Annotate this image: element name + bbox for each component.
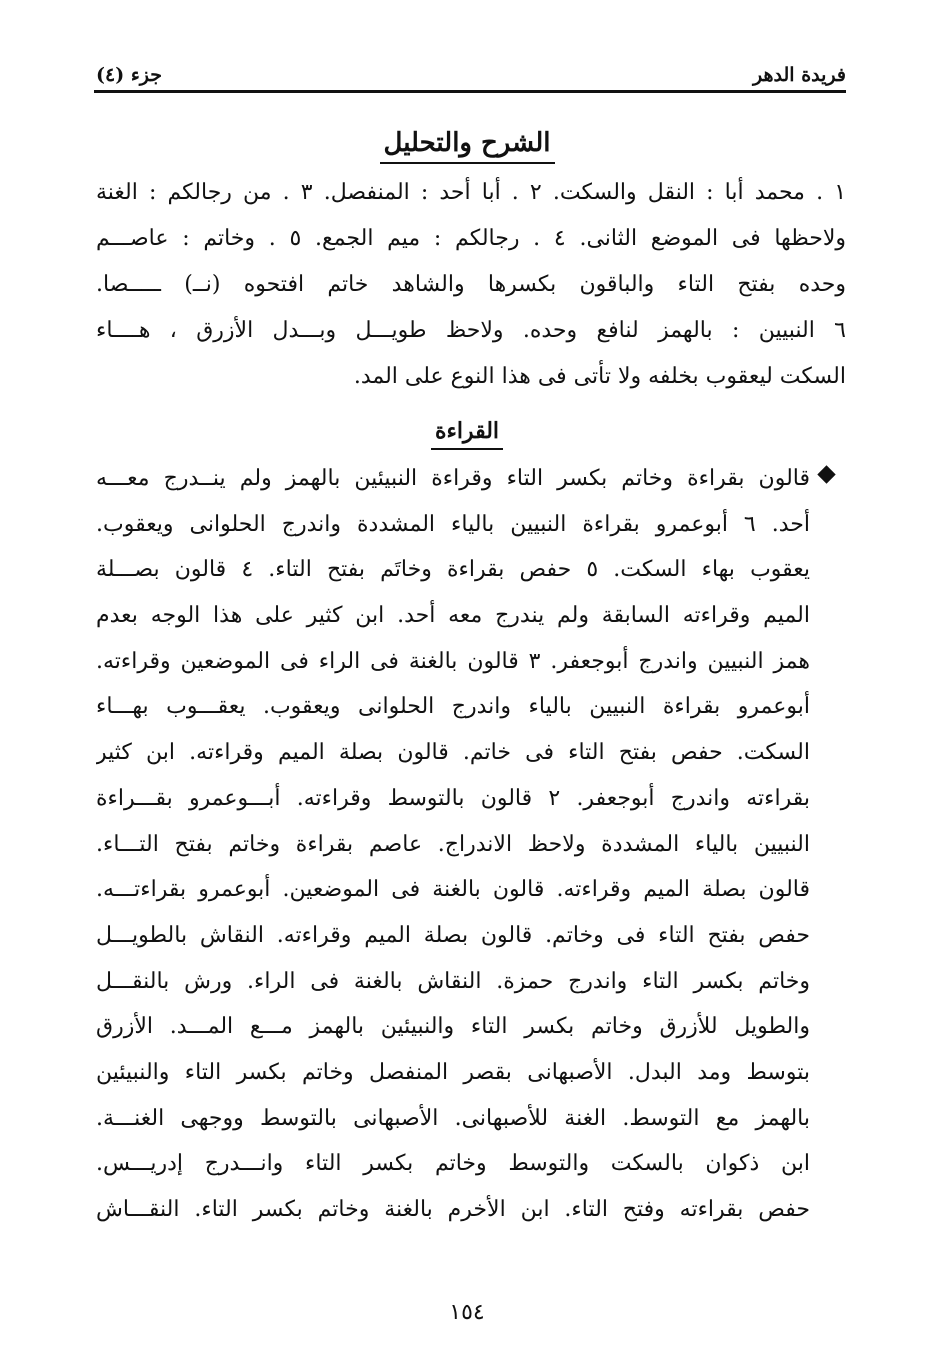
qiraat-line: قالون بصلة الميم وقراءته. قالون بالغنة فى الموضعين. أبوعمرو بقراءتـــه.: [96, 877, 810, 903]
section-heading-sharh-text: الشرح والتحليل: [380, 128, 555, 164]
notes-line: ٦ النبيين : بالهمز لنافع وحده. ولاحظ طويـــل وبـــدل الأزرق ، هــــاء: [96, 318, 846, 343]
qiraat-line: قالون بقراءة وخاتم بكسر التاء وقراءة النبيئين بالهمز ولم ينــدرج معـــه: [96, 466, 810, 491]
qiraat-line: حفص بفتح التاء فى وخاتم. قالون بصلة الميم وقراءته. النقاش بالطويـــل: [96, 922, 810, 948]
header-rule: [94, 90, 846, 93]
section-heading-sharh: [0, 128, 934, 164]
qiraat-line: النبيين بالياء المشددة ولاحظ الاندراج. عاصم بقراءة وخاتم بفتح التـــاء.: [96, 831, 810, 857]
notes-line: وحده بفتح التاء والباقون بكسرها والشاهد خاتم افتحوه (نــ) ـــــصا.: [96, 272, 846, 297]
notes-line: ولاحظها فى الموضع الثانى. ٤ . رجالكم : ميم الجمع. ٥ . وخاتم : عاصـــم: [96, 226, 846, 251]
section-heading-qiraah-text: القراءة: [431, 418, 503, 450]
qiraat-line: الميم وقراءته السابقة ولم يندرج معه أحد. ابن كثير على هذا الوجه بعدم: [96, 603, 810, 629]
qiraat-line: حفص بقراءته وفتح التاء. ابن الأخرم بالغنة وخاتم بكسر التاء. النقـــاش: [96, 1197, 810, 1222]
section-heading-qiraah: [0, 418, 934, 450]
qiraat-line: أحد. ٦ أبوعمرو بقراءة النبيين بالياء المشددة واندرج الحلوانى ويعقوب.: [96, 511, 810, 537]
qiraat-line: بتوسط ومد البدل. الأصبهانى بقصر المنفصل وخاتم بكسر التاء والنبيئين: [96, 1059, 810, 1085]
notes-paragraph: [96, 170, 846, 400]
notes-line: السكت ليعقوب بخلفه ولا تأتى فى هذا النوع على المد.: [353, 364, 846, 389]
qiraat-paragraph: [96, 456, 810, 1233]
page-number: ١٥٤: [449, 1300, 485, 1325]
qiraat-line: ابن ذكوان بالسكت والتوسط وخاتم بكسر التاء وانـــدرج إدريـــس.: [96, 1151, 810, 1177]
part-label: جزء (٤): [96, 64, 162, 86]
notes-line: ١ . محمد أبا : النقل والسكت. ٢ . أبا أحد : المنفصل. ٣ . من رجالكم : الغنة: [96, 180, 846, 205]
book-title: فريدة الدهر: [753, 64, 846, 86]
running-head: [96, 50, 846, 86]
qiraat-line: بالهمز مع التوسط. الغنة للأصبهانى. الأصبهانى بالتوسط ووجهى الغنـــة.: [96, 1105, 810, 1131]
qiraat-line: السكت. حفص بفتح التاء فى خاتم. قالون بصلة الميم وقراءته. ابن كثير: [96, 740, 810, 766]
qiraat-line: همز النبيين واندرج أبوجعفر. ٣ قالون بالغنة فى الراء فى الموضعين وقراءته.: [96, 648, 810, 674]
qiraat-line: والطويل للأزرق وخاتم بكسر التاء والنبيئين بالهمز مـــع المـــد. الأزرق: [96, 1014, 810, 1040]
diamond-bullet-icon: [817, 465, 835, 483]
qiraat-line: بقراءته واندرج أبوجعفر. ٢ قالون بالتوسط وقراءته. أبـــوعمرو بقـــراءة: [96, 785, 810, 811]
qiraat-line: يعقوب بهاء السكت. ٥ حفص بقراءة وخاتَم بفتح التاء. ٤ قالون بصـــلة: [96, 557, 810, 583]
qiraat-line: وخاتم بكسر التاء واندرج حمزة. النقاش بالغنة فى الراء. ورش بالنقـــل: [96, 968, 810, 994]
qiraat-line: أبوعمرو بقراءة النبيين بالياء واندرج الحلوانى ويعقوب. يعقـــوب بهـــاء: [96, 694, 810, 720]
